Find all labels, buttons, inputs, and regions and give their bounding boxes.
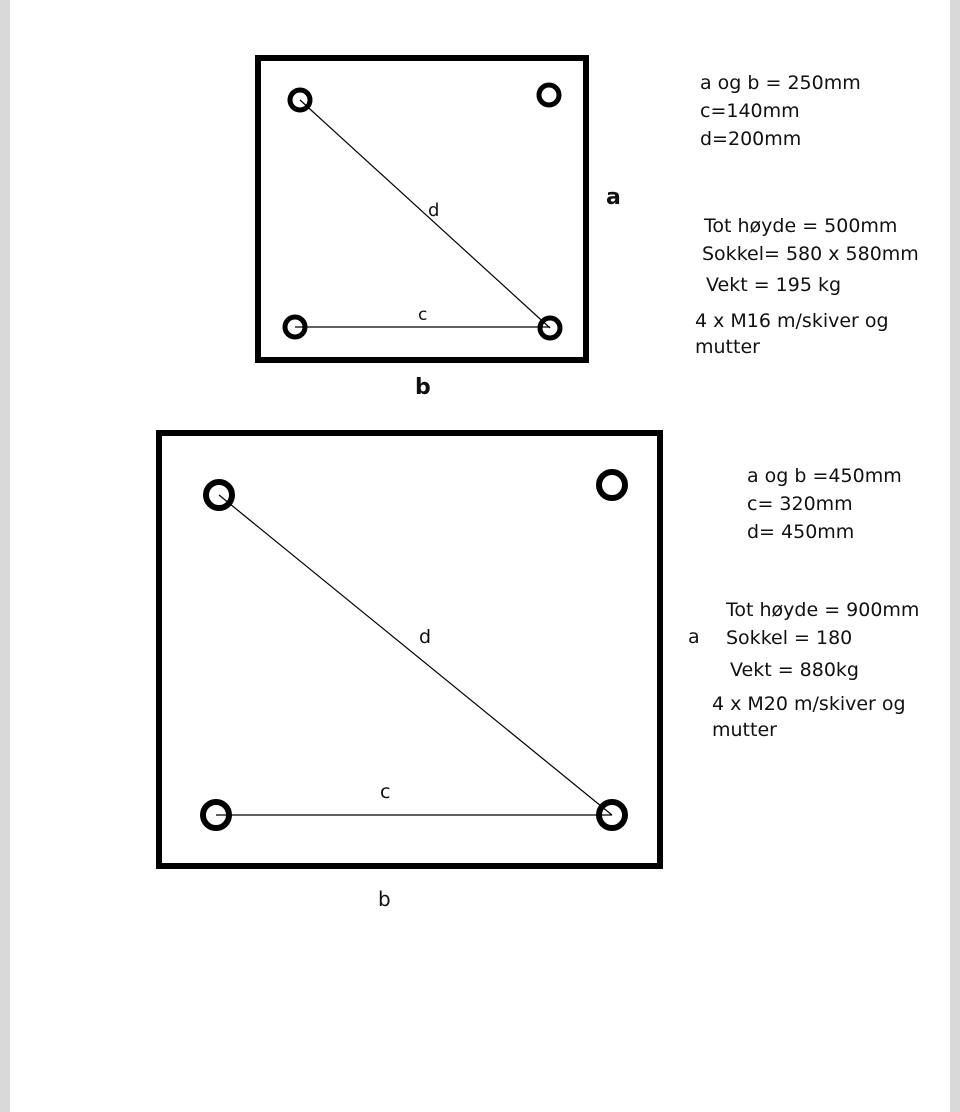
spec-line: Sokkel= 580 x 580mm bbox=[702, 243, 919, 265]
dimension-line: c=140mm bbox=[700, 100, 800, 122]
dimensions-note-2 bbox=[747, 462, 902, 546]
dimension-line: d=200mm bbox=[700, 128, 802, 150]
spec-line: Tot høyde = 900mm bbox=[726, 599, 920, 621]
label-a: a bbox=[688, 626, 700, 648]
label-c: c bbox=[380, 781, 391, 803]
label-d: d bbox=[428, 200, 440, 221]
spec-line: Vekt = 880kg bbox=[730, 659, 859, 681]
dimension-line: c= 320mm bbox=[747, 493, 853, 515]
bolt-line: mutter bbox=[695, 336, 760, 358]
diagonal-d-line bbox=[219, 495, 612, 815]
base-plate-diagram-small bbox=[258, 58, 621, 400]
label-b: b bbox=[378, 887, 391, 911]
label-a: a bbox=[606, 185, 621, 210]
bolt-hole-top-right bbox=[539, 85, 559, 105]
bolts-note-2 bbox=[712, 691, 906, 743]
spec-line: Tot høyde = 500mm bbox=[704, 215, 898, 237]
dimension-line: a og b =450mm bbox=[747, 465, 902, 487]
label-b: b bbox=[415, 375, 431, 400]
label-d: d bbox=[419, 626, 432, 648]
specs-note-2 bbox=[726, 596, 919, 684]
bolt-line: 4 x M16 m/skiver og bbox=[695, 310, 889, 332]
bolts-note-1 bbox=[695, 308, 889, 360]
spec-line: Sokkel = 180 bbox=[726, 627, 853, 649]
base-plate-diagram-large bbox=[159, 433, 700, 911]
label-c: c bbox=[418, 305, 428, 325]
diagonal-d-line bbox=[300, 100, 550, 328]
bolt-line: mutter bbox=[712, 719, 777, 741]
bolt-line: 4 x M20 m/skiver og bbox=[712, 693, 906, 715]
dimension-line: a og b = 250mm bbox=[700, 72, 861, 94]
dimension-line: d= 450mm bbox=[747, 521, 855, 543]
spec-line: Vekt = 195 kg bbox=[706, 274, 842, 296]
specs-note-1 bbox=[702, 212, 919, 299]
dimensions-note-1 bbox=[700, 69, 861, 153]
bolt-hole-top-right bbox=[599, 472, 625, 498]
